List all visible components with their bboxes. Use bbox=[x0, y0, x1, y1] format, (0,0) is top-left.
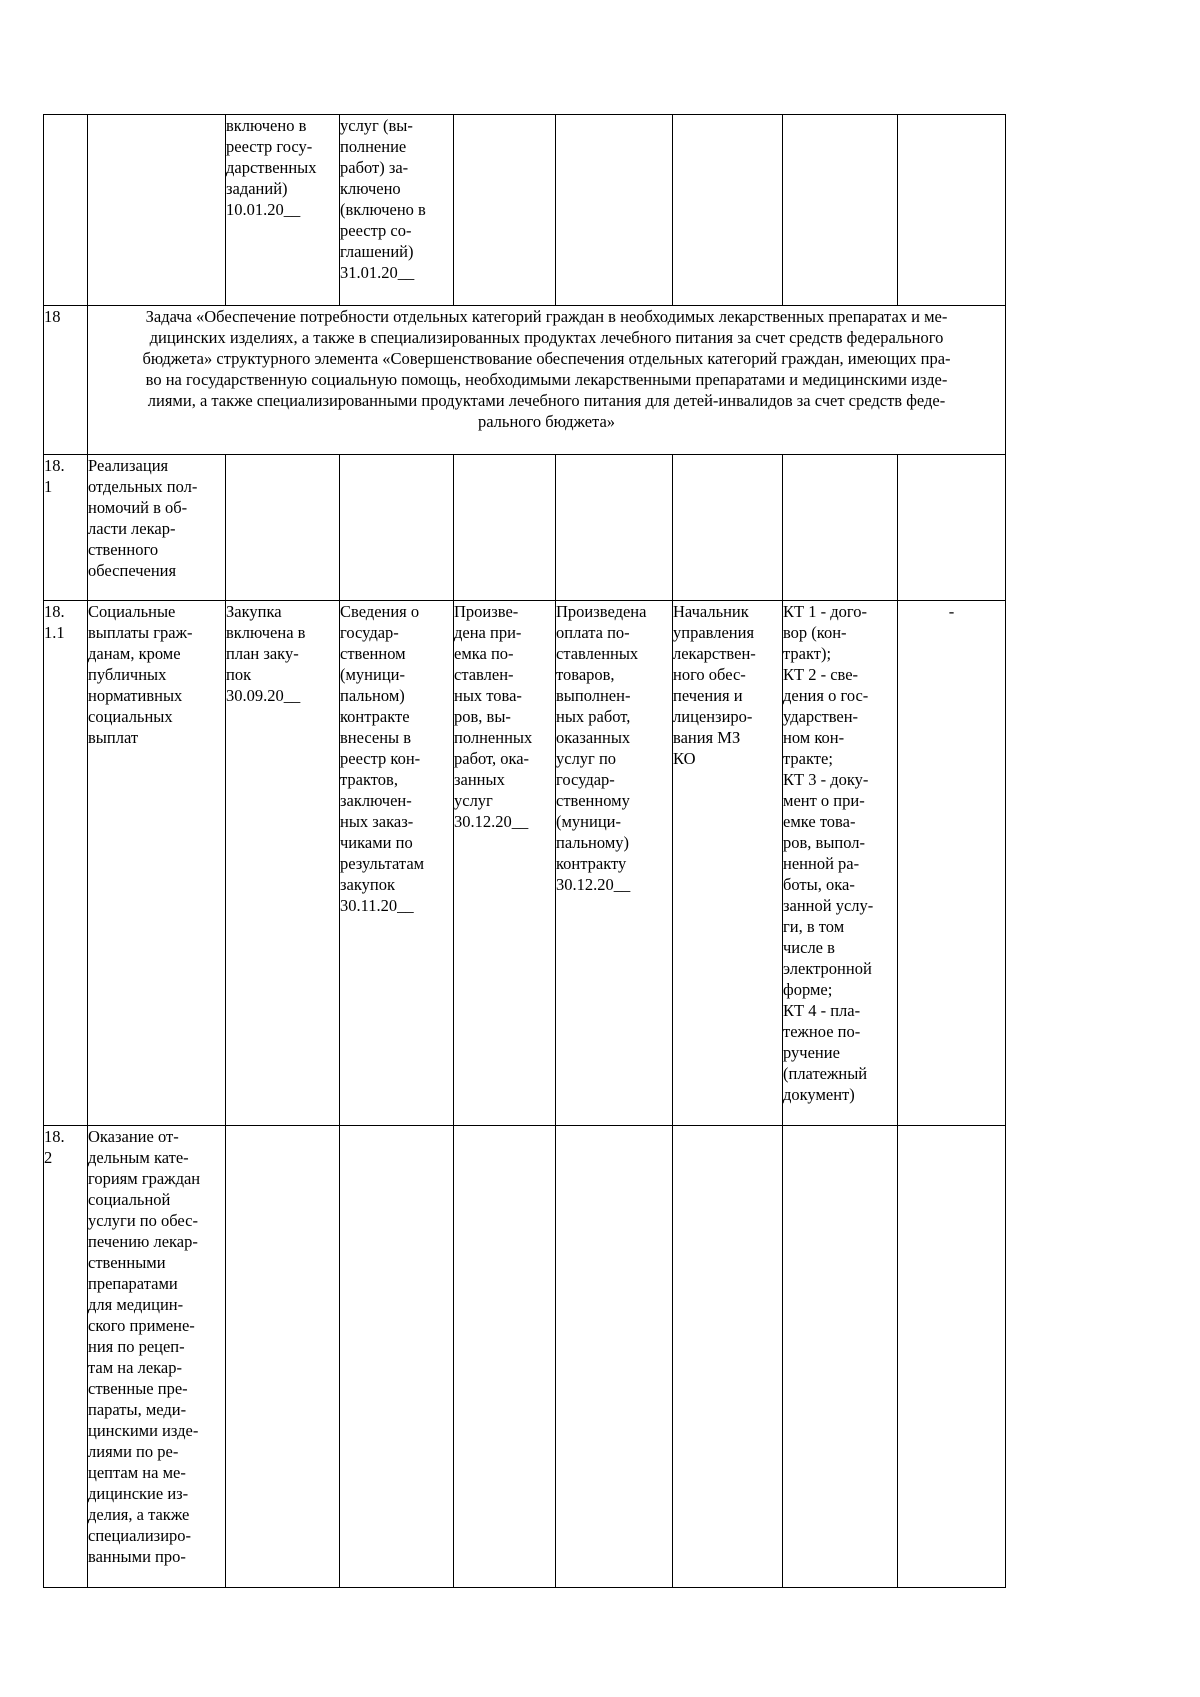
cell-control-point-1 bbox=[226, 115, 340, 306]
cell-name bbox=[88, 1126, 226, 1588]
cell-number bbox=[44, 306, 88, 455]
cell-control-point-4 bbox=[556, 455, 673, 601]
table-row-18-1 bbox=[44, 455, 1006, 601]
cell-number bbox=[44, 1126, 88, 1588]
row-name: Социальные выплаты граж- данам, кроме публичных нормативных социальных выплат bbox=[88, 602, 193, 747]
cell-document bbox=[783, 115, 898, 306]
cell-document bbox=[783, 1126, 898, 1588]
cell-text: Произве- дена при- емка по- ставлен- ных това- ров, вы- полненных работ, ока- занных услуг 30.12.20__ bbox=[454, 602, 533, 831]
cell-text: Закупка включена в план заку- пок 30.09.20__ bbox=[226, 602, 306, 705]
cell-control-point-1 bbox=[226, 601, 340, 1126]
cell-text: Произведена оплата по- ставленных товаров, выполнен- ных работ, оказанных услуг по государ- ственному (муници- пальному) контракту 30.12.20__ bbox=[556, 602, 647, 894]
cell-system bbox=[898, 455, 1006, 601]
cell-responsible bbox=[673, 1126, 783, 1588]
cell-text: Сведения о государ- ственном (муници- пальном) контракте внесены в реестр кон- трактов, заключен- ных заказ- чиками по результатам закупок 30.11.20__ bbox=[340, 602, 425, 915]
cell-text: Начальник управления лекарствен- ного обес- печения и лицензиро- вания МЗ КО bbox=[673, 602, 756, 768]
table-row-task-18 bbox=[44, 306, 1006, 455]
cell-control-point-4 bbox=[556, 115, 673, 306]
cell-control-point-3 bbox=[454, 1126, 556, 1588]
cell-number bbox=[44, 115, 88, 306]
cell-system bbox=[898, 1126, 1006, 1588]
cell-responsible bbox=[673, 455, 783, 601]
cell-text: - bbox=[948, 602, 955, 621]
cell-control-point-2 bbox=[340, 601, 454, 1126]
cell-number bbox=[44, 455, 88, 601]
schedule-table bbox=[43, 114, 1006, 1588]
cell-control-point-4 bbox=[556, 601, 673, 1126]
cell-system bbox=[898, 115, 1006, 306]
cell-name bbox=[88, 601, 226, 1126]
row-name: Реализация отдельных пол- номочий в об- ласти лекар- ственного обеспечения bbox=[88, 456, 198, 580]
cell-name bbox=[88, 455, 226, 601]
cell-name bbox=[88, 115, 226, 306]
cell-control-point-4 bbox=[556, 1126, 673, 1588]
row-number: 18. 2 bbox=[44, 1127, 65, 1167]
row-name: Оказание от- дельным кате- гориям граждан социальной услуги по обес- печению лекар- ственными препаратами для медицин- ского примене- ния по рецеп- там на лекар- ственные пре- параты, меди- цинскими изде- лиями по ре- цептам на ме- дицинские из- делия, а также специализиро- ванными про- bbox=[88, 1127, 201, 1566]
cell-control-point-2 bbox=[340, 115, 454, 306]
row-number: 18. 1.1 bbox=[44, 602, 65, 642]
cell-control-point-3 bbox=[454, 115, 556, 306]
row-number: 18. 1 bbox=[44, 456, 65, 496]
table-row-18-2 bbox=[44, 1126, 1006, 1588]
cell-text: КТ 1 - дого- вор (кон- тракт); КТ 2 - све- дения о гос- ударствен- ном кон- тракте; КТ 3 - доку- мент о при- емке това- ров, выпол- ненной ра- боты, ока- занной услу- ги, в том числе в электронной форме; КТ 4 - пла- тежное по- ручение (платежный документ) bbox=[783, 602, 874, 1104]
table-row-continuation bbox=[44, 115, 1006, 306]
cell-control-point-1 bbox=[226, 1126, 340, 1588]
cell-responsible bbox=[673, 115, 783, 306]
cell-control-point-1 bbox=[226, 455, 340, 601]
cell-text: включено в реестр госу- дарственных заданий) 10.01.20__ bbox=[226, 116, 317, 219]
cell-document bbox=[783, 455, 898, 601]
cell-control-point-3 bbox=[454, 455, 556, 601]
cell-text: услуг (вы- полнение работ) за- ключено (включено в реестр со- глашений) 31.01.20__ bbox=[340, 116, 426, 282]
row-number: 18 bbox=[44, 307, 61, 326]
cell-task bbox=[88, 306, 1006, 455]
task-text: Задача «Обеспечение потребности отдельных категорий граждан в необходимых лекарственных препаратах и ме- дицинских изделиях, а также в специализированных продуктах лечебного питания за счет средств федерального бюджета» структурного элемента «Совершенствование обеспечения отдельных категорий граждан, имеющих пра- во на государственную социальную помощь, необходимыми лекарственными препаратами и медицинскими изде- лиями, а также специализированными продуктами лечебного питания для детей-инвалидов за счет средств феде- рального бюджета» bbox=[142, 307, 951, 431]
table-row-18-1-1 bbox=[44, 601, 1006, 1126]
cell-system bbox=[898, 601, 1006, 1126]
cell-control-point-2 bbox=[340, 1126, 454, 1588]
cell-document bbox=[783, 601, 898, 1126]
cell-responsible bbox=[673, 601, 783, 1126]
cell-number bbox=[44, 601, 88, 1126]
cell-control-point-3 bbox=[454, 601, 556, 1126]
cell-control-point-2 bbox=[340, 455, 454, 601]
